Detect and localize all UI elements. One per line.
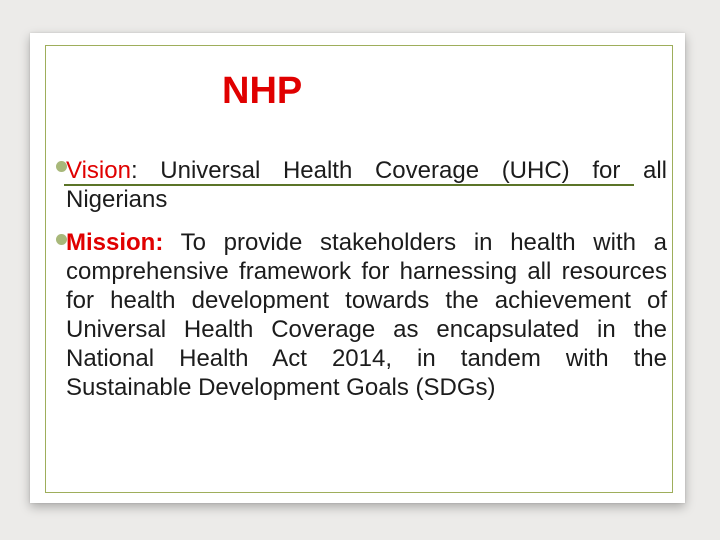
- slide-title: NHP: [222, 70, 303, 112]
- mission-separator: [163, 229, 180, 256]
- vision-text: Universal Health Coverage (UHC) for all Nigerians: [66, 157, 667, 213]
- vision-separator: :: [130, 157, 161, 184]
- vision-term: Vision: [66, 157, 131, 184]
- mission-text: To provide stakeholders in health with a comprehensive framework for harnessing all resources for health development towards the achievement of Universal Health Coverage as encapsulated in the National Health Act 2014, in tandem with the Sustainable Development Goals (SDGs): [66, 229, 668, 401]
- mission-term: Mission:: [66, 229, 164, 256]
- mission-bullet: [66, 228, 667, 402]
- vision-bullet: [66, 156, 667, 214]
